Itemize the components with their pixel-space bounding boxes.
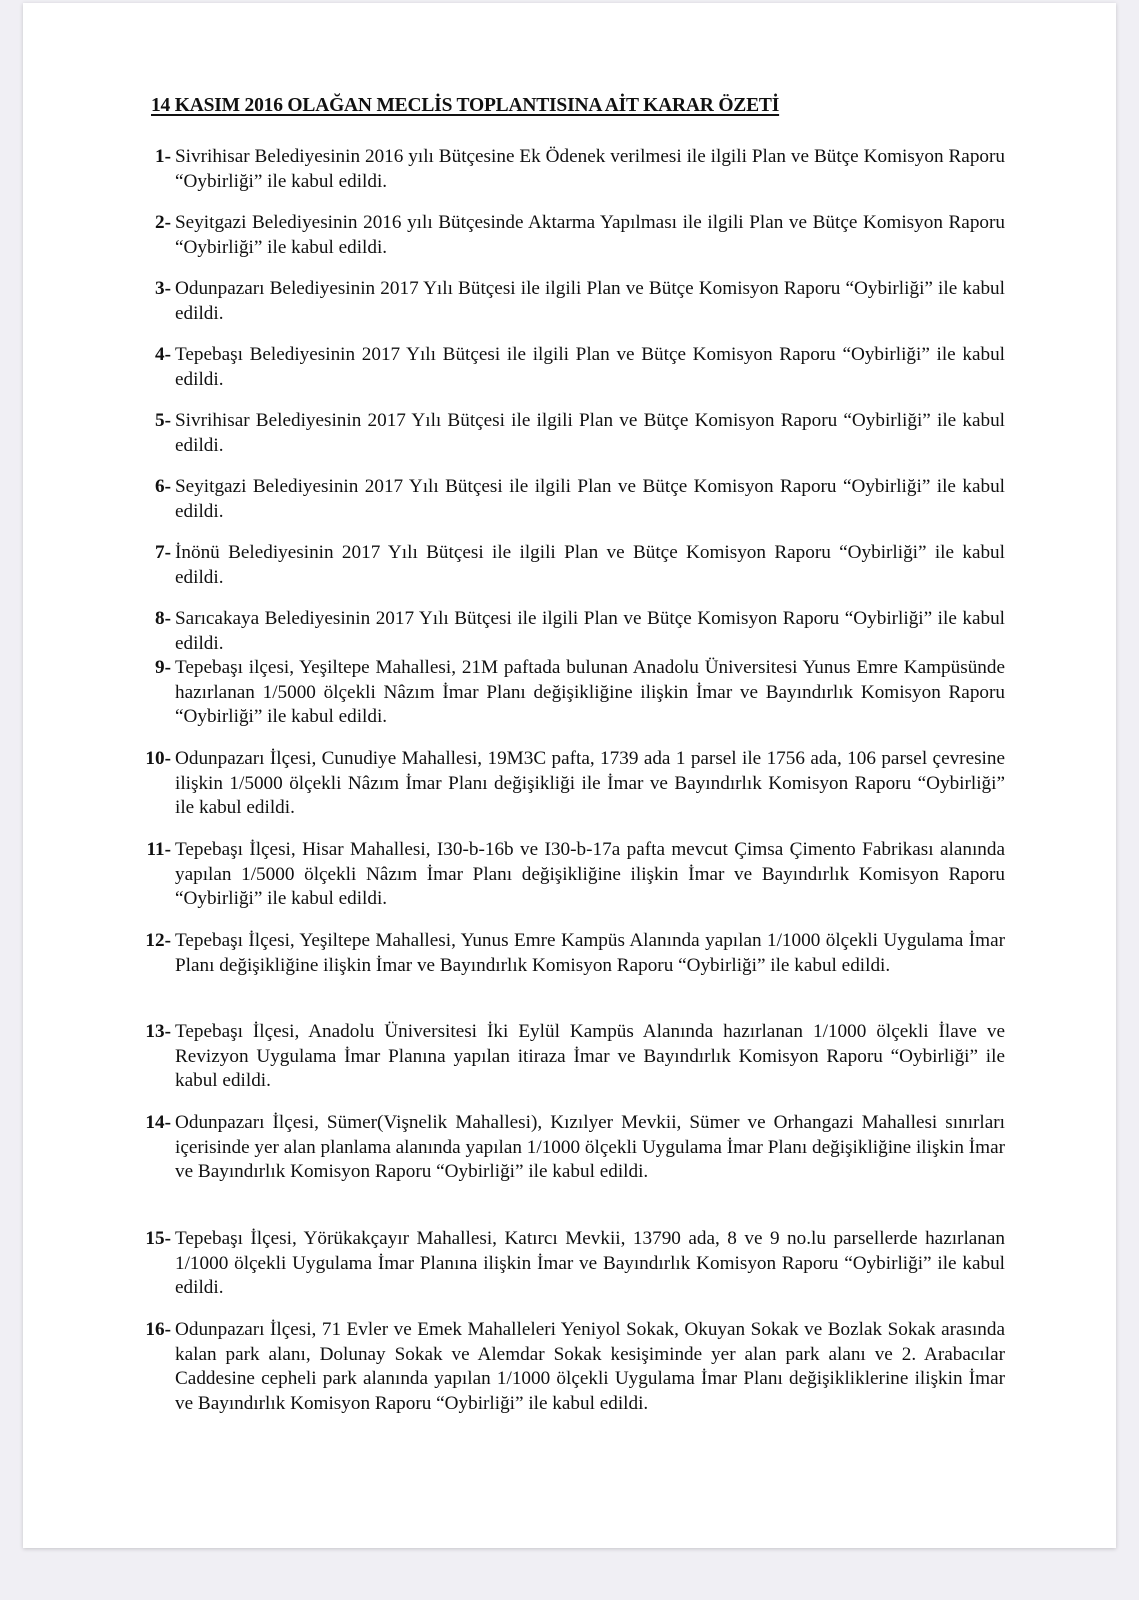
item-text: Seyitgazi Belediyesinin 2016 yılı Bütçesinde Aktarma Yapılması ile ilgili Plan ve Bütçe Komisyon Raporu “Oybirliği” ile kabul edildi. <box>175 212 1005 258</box>
item-text: Odunpazarı İlçesi, 71 Evler ve Emek Mahalleleri Yeniyol Sokak, Okuyan Sokak ve Bozlak Sokak arasında kalan park alanı, Dolunay Sokak ve Alemdar Sokak kesişiminde yer alan park alanı ve 2. Arabacılar Caddesine cepheli park alanında yapılan 1/1000 ölçekli Uygulama İmar Planı değişikliklerine ilişkin İmar ve Bayındırlık Komisyon Raporu “Oybirliği” ile kabul edildi. <box>175 1319 1005 1414</box>
document-title: 14 KASIM 2016 OLAĞAN MECLİS TOPLANTISINA AİT KARAR ÖZETİ <box>151 95 780 116</box>
item-number: 12- <box>145 930 171 951</box>
decision-item-15 <box>133 1227 1005 1301</box>
item-number: 10- <box>145 748 171 769</box>
item-text: Odunpazarı Belediyesinin 2017 Yılı Bütçesi ile ilgili Plan ve Bütçe Komisyon Raporu “Oybirliği” ile kabul edildi. <box>175 278 1005 324</box>
decision-item-7 <box>133 541 1005 590</box>
decision-item-11 <box>133 838 1005 912</box>
document-page <box>23 3 1116 1548</box>
decision-item-3 <box>133 277 1005 326</box>
item-number: 1- <box>155 146 171 167</box>
item-number: 6- <box>155 476 171 497</box>
item-number: 4- <box>155 344 171 365</box>
decision-item-9 <box>133 656 1005 730</box>
item-text: Tepebaşı İlçesi, Yörükakçayır Mahallesi, Katırcı Mevkii, 13790 ada, 8 ve 9 no.lu parsellerde hazırlanan 1/1000 ölçekli Uygulama İmar Planına ilişkin İmar ve Bayındırlık Komisyon Raporu “Oybirliği” ile kabul edildi. <box>175 1228 1005 1299</box>
item-number: 2- <box>155 212 171 233</box>
item-text: Seyitgazi Belediyesinin 2017 Yılı Bütçesi ile ilgili Plan ve Bütçe Komisyon Raporu “Oybirliği” ile kabul edildi. <box>175 476 1005 522</box>
item-text: Tepebaşı İlçesi, Anadolu Üniversitesi İki Eylül Kampüs Alanında hazırlanan 1/1000 ölçekli İlave ve Revizyon Uygulama İmar Planına yapılan itiraza İmar ve Bayındırlık Komisyon Raporu “Oybirliği” ile kabul edildi. <box>175 1021 1005 1092</box>
decision-item-14 <box>133 1111 1005 1185</box>
decision-item-16 <box>133 1318 1005 1416</box>
item-text: Sivrihisar Belediyesinin 2016 yılı Bütçesine Ek Ödenek verilmesi ile ilgili Plan ve Bütçe Komisyon Raporu “Oybirliği” ile kabul edildi. <box>175 146 1005 192</box>
decision-item-10 <box>133 747 1005 821</box>
item-text: Odunpazarı İlçesi, Cunudiye Mahallesi, 19M3C pafta, 1739 ada 1 parsel ile 1756 ada, 106 parsel çevresine ilişkin 1/5000 ölçekli Nâzım İmar Planı değişikliği ile İmar ve Bayındırlık Komisyon Raporu “Oybirliği” ile kabul edildi. <box>175 748 1005 819</box>
item-number: 14- <box>145 1112 171 1133</box>
item-number: 16- <box>145 1319 171 1340</box>
decision-item-5 <box>133 409 1005 458</box>
item-text: Sivrihisar Belediyesinin 2017 Yılı Bütçesi ile ilgili Plan ve Bütçe Komisyon Raporu “Oybirliği” ile kabul edildi. <box>175 410 1005 456</box>
decision-item-8 <box>133 607 1005 656</box>
item-text: Tepebaşı Belediyesinin 2017 Yılı Bütçesi ile ilgili Plan ve Bütçe Komisyon Raporu “Oybirliği” ile kabul edildi. <box>175 344 1005 390</box>
item-number: 9- <box>155 657 171 678</box>
item-number: 13- <box>145 1021 171 1042</box>
item-text: Tepebaşı ilçesi, Yeşiltepe Mahallesi, 21M paftada bulunan Anadolu Üniversitesi Yunus Emre Kampüsünde hazırlanan 1/5000 ölçekli Nâzım İmar Planı değişikliğine ilişkin İmar ve Bayındırlık Komisyon Raporu “Oybirliği” ile kabul edildi. <box>175 657 1005 728</box>
item-number: 8- <box>155 608 171 629</box>
item-text: Odunpazarı İlçesi, Sümer(Vişnelik Mahallesi), Kızılyer Mevkii, Sümer ve Orhangazi Mahallesi sınırları içerisinde yer alan planlama alanında yapılan 1/1000 ölçekli Uygulama İmar Planı değişikliğine ilişkin İmar ve Bayındırlık Komisyon Raporu “Oybirliği” ile kabul edildi. <box>175 1112 1005 1183</box>
decision-item-12 <box>133 929 1005 978</box>
item-number: 5- <box>155 410 171 431</box>
item-number: 11- <box>146 839 171 860</box>
decision-item-13 <box>133 1020 1005 1094</box>
item-number: 7- <box>155 542 171 563</box>
item-number: 15- <box>145 1228 171 1249</box>
item-text: İnönü Belediyesinin 2017 Yılı Bütçesi ile ilgili Plan ve Bütçe Komisyon Raporu “Oybirliği” ile kabul edildi. <box>175 542 1005 588</box>
item-text: Tepebaşı İlçesi, Yeşiltepe Mahallesi, Yunus Emre Kampüs Alanında yapılan 1/1000 ölçekli Uygulama İmar Planı değişikliğine ilişkin İmar ve Bayındırlık Komisyon Raporu “Oybirliği” ile kabul edildi. <box>175 930 1005 976</box>
item-text: Sarıcakaya Belediyesinin 2017 Yılı Bütçesi ile ilgili Plan ve Bütçe Komisyon Raporu “Oybirliği” ile kabul edildi. <box>175 608 1005 654</box>
decision-item-4 <box>133 343 1005 392</box>
decision-item-6 <box>133 475 1005 524</box>
decision-item-2 <box>133 211 1005 260</box>
decision-item-1 <box>133 145 1005 194</box>
item-text: Tepebaşı İlçesi, Hisar Mahallesi, I30-b-16b ve I30-b-17a pafta mevcut Çimsa Çimento Fabrikası alanında yapılan 1/5000 ölçekli Nâzım İmar Planı değişikliğine ilişkin İmar ve Bayındırlık Komisyon Raporu “Oybirliği” ile kabul edildi. <box>175 839 1005 910</box>
item-number: 3- <box>155 278 171 299</box>
